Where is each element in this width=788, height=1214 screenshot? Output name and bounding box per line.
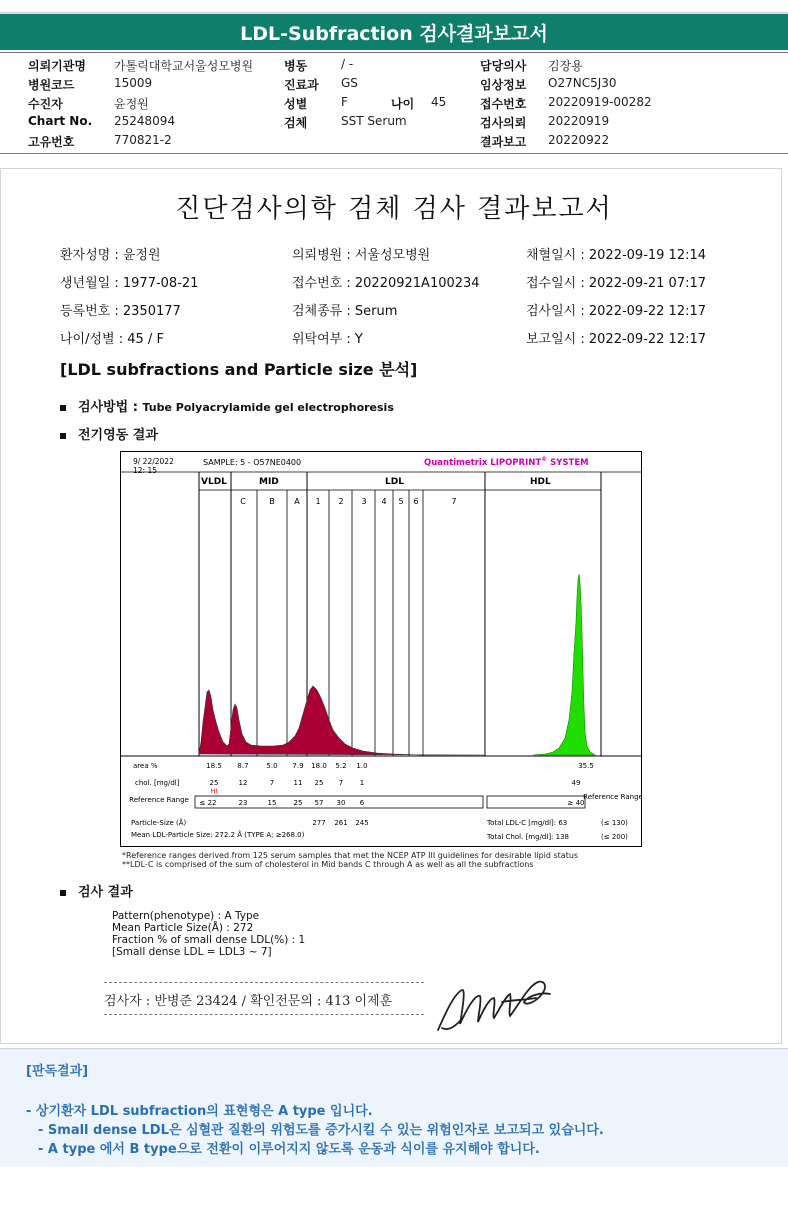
- header-label: 검사의뢰: [480, 116, 527, 130]
- total-ldl: Total LDL-C [mg/dl]: 63: [487, 819, 568, 827]
- ref-value: 25: [293, 799, 303, 807]
- info-cell: 위탁여부 : Y: [292, 332, 363, 347]
- header-row: [28, 133, 268, 152]
- age-value: 45: [431, 95, 447, 109]
- header-bottom-rule: [0, 153, 788, 154]
- electro-label: 전기영동 결과: [78, 428, 158, 443]
- chol-value: 7: [269, 779, 275, 787]
- info-cell: 검사일시 : 2022-09-22 12:17: [526, 304, 707, 319]
- judgement-title: [판독결과]: [26, 1064, 89, 1079]
- header-row: [480, 133, 740, 152]
- header-row: [28, 95, 268, 114]
- row-label-chol: chol. [mg/dl]: [135, 779, 180, 787]
- ref-value: 57: [314, 799, 324, 807]
- chol-value: 7: [338, 779, 344, 787]
- band-label: B: [269, 497, 275, 506]
- header-value: O27NC5J30: [548, 76, 617, 90]
- size-value: 261: [334, 819, 348, 827]
- footnote-1: *Reference ranges derived from 125 serum samples that met the NCEP ATP III guidelines for desirable lipid status: [122, 851, 579, 860]
- info-row: [60, 244, 750, 272]
- header-label: 접수번호: [480, 97, 527, 111]
- info-cell: 채혈일시 : 2022-09-19 12:14: [526, 248, 707, 263]
- chol-value: 11: [293, 779, 303, 787]
- band-label: 4: [381, 497, 387, 506]
- area-value: 18.5: [206, 762, 222, 770]
- section-heading: [LDL subfractions and Particle size 분석]: [60, 360, 418, 379]
- header-row: [480, 114, 740, 133]
- band-label: 1: [315, 497, 321, 506]
- header-label: 담당의사: [480, 59, 527, 73]
- header-value: 김장용: [548, 59, 583, 73]
- header-value: GS: [341, 76, 358, 90]
- bullet-icon: [60, 890, 66, 896]
- total-chol-ref: (≤ 200): [601, 833, 628, 841]
- chol-value: 1: [359, 779, 365, 787]
- result-bullet: [60, 881, 133, 900]
- header-row: [284, 114, 474, 133]
- judgement-line: - Small dense LDL은 심혈관 질환의 위험도를 증가시킬 수 있는 위험인자로 보고되고 있습니다.: [38, 1123, 604, 1138]
- electrophoresis-svg: [121, 452, 641, 846]
- header-label: 의뢰기관명: [28, 59, 86, 73]
- band-label: 3: [361, 497, 367, 506]
- header-row: [284, 57, 474, 76]
- area-value: 8.7: [237, 762, 249, 770]
- method-value: Tube Polyacrylamide gel electrophoresis: [142, 401, 394, 414]
- header-label: 진료과: [284, 78, 319, 92]
- electro-bullet: [60, 424, 158, 443]
- info-cell: 접수번호 : 20220921A100234: [292, 276, 480, 291]
- report-title-bar: LDL-Subfraction 검사결과보고서: [0, 12, 788, 50]
- result-pattern: Pattern(phenotype) : A Type: [112, 910, 260, 922]
- ref-value: 6: [359, 799, 365, 807]
- header-row: [28, 76, 268, 95]
- area-value: 7.9: [292, 762, 304, 770]
- header-label: 임상정보: [480, 78, 527, 92]
- header-value: 20220919: [548, 114, 610, 128]
- result-mean-size: Mean Particle Size(Å) : 272: [112, 922, 254, 934]
- area-value: 18.0: [311, 762, 327, 770]
- size-value: 277: [312, 819, 326, 827]
- info-cell: 생년월일 : 1977-08-21: [60, 276, 199, 291]
- hdl-chol-value: 49: [571, 779, 581, 787]
- header-row: [480, 57, 740, 76]
- row-label-area: area %: [133, 762, 158, 770]
- area-value: 5.0: [266, 762, 278, 770]
- group-ldl-label: LDL: [385, 477, 404, 487]
- ref-value: 15: [267, 799, 277, 807]
- total-chol: Total Chol. [mg/dl]: 138: [487, 833, 569, 841]
- header-value: 20220922: [548, 133, 610, 147]
- electrophoresis-chart: [120, 451, 642, 847]
- header-value: 770821-2: [114, 133, 172, 147]
- method-bullet: [60, 396, 394, 415]
- footnote-2: **LDL-C is comprised of the sum of cholesterol in Mid bands C through A as well as all the subfractions: [122, 860, 534, 869]
- ref-value: 23: [238, 799, 248, 807]
- judgement-line: - A type 에서 B type으로 전환이 이루어지지 않도록 운동과 식이를 유지해야 합니다.: [38, 1142, 540, 1157]
- patient-info: [60, 244, 750, 356]
- area-value: 1.0: [356, 762, 368, 770]
- result-block: [112, 910, 305, 958]
- hdl-ref-value: ≥ 40: [567, 799, 585, 807]
- ref-value: ≤ 22: [199, 799, 217, 807]
- header-col1: [28, 57, 268, 152]
- header-label: 성별: [284, 97, 308, 111]
- chart-brand-name: Quantimetrix LIPOPRINT: [424, 458, 542, 468]
- report-title: 진단검사의학 검체 검사 결과보고서: [175, 194, 613, 224]
- header-row: [284, 95, 474, 114]
- band-label: C: [240, 497, 246, 506]
- header-label: Chart No.: [28, 114, 93, 128]
- header-value: / -: [341, 57, 354, 71]
- chart-brand-tail: SYSTEM: [547, 458, 589, 468]
- info-cell: 환자성명 : 윤정원: [60, 248, 161, 263]
- size-value: 245: [355, 819, 369, 827]
- chart-brand-sup: ®: [541, 456, 548, 463]
- header-label: 고유번호: [28, 135, 75, 149]
- result-label: 검사 결과: [78, 885, 133, 900]
- hdl-peak-curve: [533, 574, 595, 755]
- handwritten-signature: [432, 972, 562, 1042]
- header-value: SST Serum: [341, 114, 407, 128]
- lipoprotein-profile-curve: [199, 686, 485, 755]
- signature-line: 검사자 : 반병준 23424 / 확인전문의 : 413 이제훈: [104, 994, 393, 1009]
- header-top-rule: [0, 52, 788, 53]
- info-cell: 등록번호 : 2350177: [60, 304, 181, 319]
- header-row: [28, 114, 268, 133]
- info-row: [60, 328, 750, 356]
- hdl-area-value: 35.5: [578, 762, 594, 770]
- band-label: A: [294, 497, 300, 506]
- chart-sample: SAMPLE: 5 - O57NE0400: [203, 458, 302, 467]
- header-value: 15009: [114, 76, 153, 90]
- header-row: [480, 95, 740, 114]
- chol-value: 25: [209, 779, 219, 787]
- bullet-icon: [60, 405, 66, 411]
- info-row: [60, 300, 750, 328]
- group-vldl-label: VLDL: [201, 477, 227, 487]
- band-label: 5: [398, 497, 404, 506]
- row-label-size: Particle-Size (Å): [131, 819, 187, 827]
- group-hdl-label: HDL: [530, 477, 551, 487]
- header-value: 25248094: [114, 114, 176, 128]
- info-cell: 의뢰병원 : 서울성모병원: [292, 248, 431, 263]
- chart-brand: [424, 456, 589, 468]
- bullet-icon: [60, 433, 66, 439]
- info-cell: 나이/성별 : 45 / F: [60, 332, 164, 347]
- result-definition: [Small dense LDL = LDL3 ~ 7]: [112, 946, 272, 958]
- row-label-ref: Reference Range: [129, 796, 189, 804]
- header-row: [480, 76, 740, 95]
- chol-value: 12: [238, 779, 248, 787]
- chol-value: 25: [314, 779, 324, 787]
- group-mid-label: MID: [259, 477, 279, 487]
- header-label: 병원코드: [28, 78, 75, 92]
- info-cell: 접수일시 : 2022-09-21 07:17: [526, 276, 707, 291]
- judgement-line: - 상기환자 LDL subfraction의 표현형은 A type 입니다.: [26, 1104, 373, 1119]
- chart-time: 12: 15: [133, 466, 157, 475]
- chol-flag: HI: [210, 787, 218, 795]
- header-label: 병동: [284, 59, 308, 73]
- ref-value: 30: [336, 799, 346, 807]
- area-value: 5.2: [335, 762, 347, 770]
- band-label: 6: [413, 497, 419, 506]
- info-cell: 보고일시 : 2022-09-22 12:17: [526, 332, 707, 347]
- header-label: 결과보고: [480, 135, 527, 149]
- header-col3: [480, 57, 740, 152]
- header-row: [284, 76, 474, 95]
- info-cell: 검체종류 : Serum: [292, 304, 398, 319]
- band-label: 2: [338, 497, 344, 506]
- header-label: 수진자: [28, 97, 63, 111]
- header-value: 20220919-00282: [548, 95, 652, 109]
- row-label-mean: Mean LDL-Particle Size: 272.2 Å (TYPE A; ≥268.0): [131, 831, 305, 839]
- info-row: [60, 272, 750, 300]
- method-label: 검사방법 :: [78, 400, 138, 415]
- header-value: F: [341, 95, 348, 109]
- header-label: 검체: [284, 116, 308, 130]
- header-row: [28, 57, 268, 76]
- total-ldl-ref: (≤ 130): [601, 819, 628, 827]
- signature-bottom-dash: [104, 1014, 424, 1015]
- chart-date: 9/ 22/2022: [133, 457, 174, 466]
- header-col2: [284, 57, 474, 133]
- result-small-dense: Fraction % of small dense LDL(%) : 1: [112, 934, 306, 946]
- signature-top-dash: [104, 982, 424, 983]
- header-value: 윤정원: [114, 97, 149, 111]
- band-label: 7: [451, 497, 457, 506]
- ref-right-label: [583, 793, 641, 801]
- header-value: 가톨릭대학교서울성모병원: [114, 59, 254, 73]
- ref-right-word: Reference Range: [583, 793, 641, 801]
- age-label: 나이: [391, 97, 415, 111]
